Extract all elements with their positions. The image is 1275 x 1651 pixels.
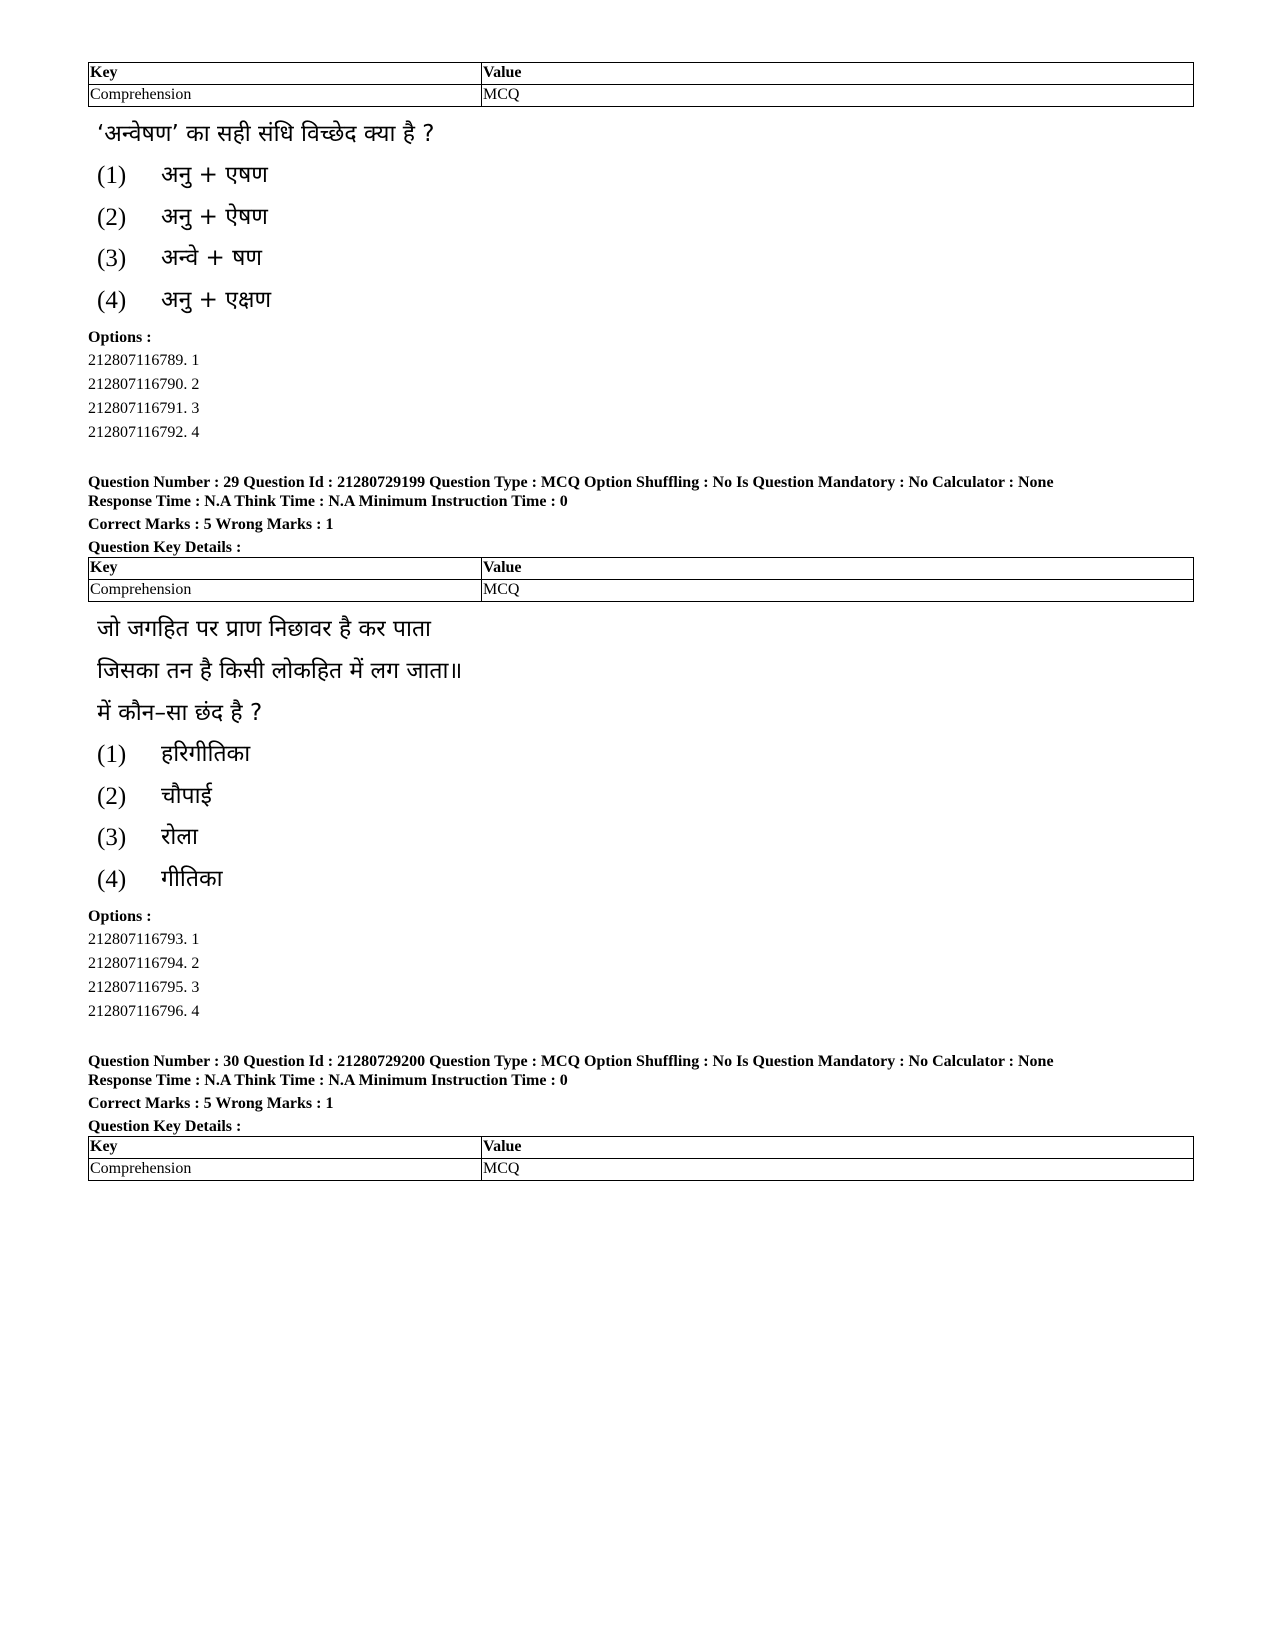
value-cell: MCQ [482,1159,1194,1181]
choice-list [88,155,1194,321]
option-id: 212807116793. 1 [88,931,200,948]
choice-text: अनु + एषण [161,162,268,188]
header-value-cell: Value [482,558,1194,580]
key-value-table [88,1136,1194,1181]
choice-item [97,238,1194,280]
key-details-label: Question Key Details : [88,539,242,556]
options-label: Options : [88,908,152,925]
choice-number: (2) [97,782,127,810]
option-id: 212807116796. 4 [88,1003,200,1020]
choice-item [97,280,1194,322]
question-meta-line: Response Time : N.A Think Time : N.A Minimum Instruction Time : 0 [88,493,568,510]
header-key-cell: Key [89,63,482,85]
question-meta-line: Question Number : 30 Question Id : 21280729200 Question Type : MCQ Option Shuffling : No Is Question Mandatory : No Calculator : None [88,1053,1054,1070]
choice-text: अन्वे + षण [161,245,263,271]
key-details-label: Question Key Details : [88,1118,242,1135]
table-row [89,580,1194,602]
question-meta-line: Question Number : 29 Question Id : 21280729199 Question Type : MCQ Option Shuffling : No Is Question Mandatory : No Calculator : None [88,474,1054,491]
choice-number: (4) [97,286,127,314]
table-header-row [89,63,1194,85]
question-meta [88,473,1194,511]
choice-text: अनु + एक्षण [161,286,272,313]
choice-text: रोला [161,824,198,850]
choice-number: (3) [97,824,127,851]
value-cell: MCQ [482,85,1194,107]
header-key-cell: Key [89,1137,482,1159]
table-row [89,85,1194,107]
choice-number: (3) [97,245,127,272]
table-header-row [89,558,1194,580]
choice-number: (1) [97,741,127,768]
choice-text: गीतिका [161,865,223,892]
table-row [89,1159,1194,1181]
option-id: 212807116794. 2 [88,955,200,972]
choice-text: अनु + ऐषण [161,203,268,230]
marks-line: Correct Marks : 5 Wrong Marks : 1 [88,516,334,533]
question-line: जिसका तन है किसी लोकहित में लग जाता॥ [97,658,463,684]
header-value-cell: Value [482,63,1194,85]
choice-number: (4) [97,865,127,893]
option-id: 212807116792. 4 [88,424,200,441]
choice-item [97,734,1194,776]
marks-line: Correct Marks : 5 Wrong Marks : 1 [88,1095,334,1112]
choice-number: (2) [97,203,127,231]
value-cell: MCQ [482,580,1194,602]
choice-item [97,817,1194,859]
document-page [88,62,1194,1181]
choice-item [97,776,1194,818]
question-meta-line: Response Time : N.A Think Time : N.A Minimum Instruction Time : 0 [88,1072,568,1089]
key-cell: Comprehension [89,580,482,602]
choice-text: चौपाई [161,782,212,809]
option-id: 212807116795. 3 [88,979,200,996]
question-line: जो जगहित पर प्राण निछावर है कर पाता [97,616,432,642]
option-id: 212807116789. 1 [88,352,200,369]
key-cell: Comprehension [89,1159,482,1181]
option-id: 212807116791. 3 [88,400,200,417]
question-meta [88,1052,1194,1090]
key-value-table [88,62,1194,107]
header-value-cell: Value [482,1137,1194,1159]
choice-number: (1) [97,162,127,189]
question-line: में कौन–सा छंद है ? [97,700,263,726]
choice-text: हरिगीतिका [161,741,251,767]
question-line: ‘अन्वेषण’ का सही संधि विच्छेद क्या है ? [97,121,435,147]
key-cell: Comprehension [89,85,482,107]
table-header-row [89,1137,1194,1159]
choice-item [97,197,1194,239]
choice-list [88,734,1194,900]
options-label: Options : [88,329,152,346]
option-id: 212807116790. 2 [88,376,200,393]
choice-item [97,155,1194,197]
key-value-table [88,557,1194,602]
header-key-cell: Key [89,558,482,580]
question-text [88,608,1194,734]
choice-item [97,859,1194,901]
question-text [88,113,1194,155]
